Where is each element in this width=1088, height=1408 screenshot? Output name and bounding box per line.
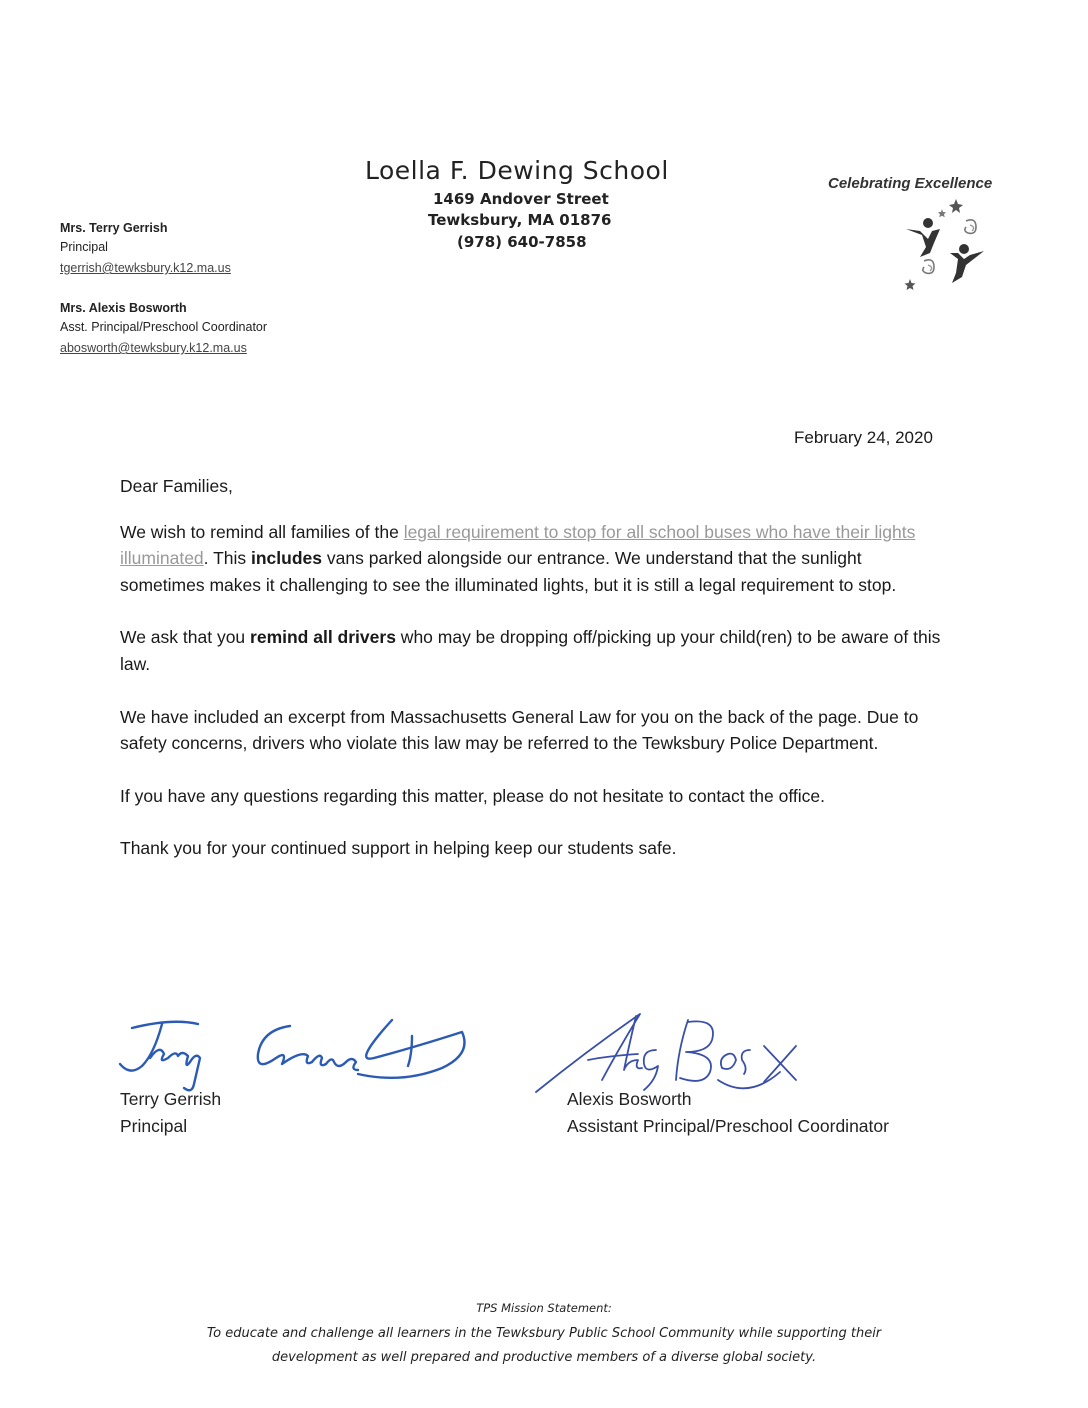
paragraph-1-text-c: vans parked alongside our entrance. We understand that the sunlight sometimes makes it challenging to see the illuminated lights, but it is still a legal requirement to stop. bbox=[120, 548, 897, 595]
paragraph-5: Thank you for your continued support in helping keep our students safe. bbox=[120, 838, 677, 859]
mission-statement-line-2: development as well prepared and productive members of a diverse global society. bbox=[271, 1350, 817, 1365]
paragraph-1-text-b: . This bbox=[203, 548, 251, 569]
paragraph-4: If you have any questions regarding this matter, please do not hesitate to contact the office. bbox=[120, 785, 825, 806]
asst-principal-email[interactable]: abosworth@tewksbury.k12.ma.us bbox=[60, 341, 247, 355]
principal-name: Mrs. Terry Gerrish bbox=[60, 221, 168, 235]
signer-2-name: Alexis Bosworth bbox=[567, 1089, 692, 1109]
school-address-city: Tewksbury, MA 01876 bbox=[428, 211, 612, 229]
paragraph-1-bold: includes bbox=[251, 548, 322, 569]
school-tagline: Celebrating Excellence bbox=[828, 175, 993, 192]
signer-1-title: Principal bbox=[120, 1116, 188, 1136]
paragraph-2-bold: remind all drivers bbox=[250, 627, 396, 648]
school-address-street: 1469 Andover Street bbox=[433, 190, 609, 208]
signer-2-title: Assistant Principal/Preschool Coordinator bbox=[567, 1116, 889, 1136]
legal-requirement-link[interactable]: legal requirement to stop for all school buses who have their lights illuminated bbox=[120, 521, 916, 569]
principal-email[interactable]: tgerrish@tewksbury.k12.ma.us bbox=[60, 261, 231, 275]
principal-title: Principal bbox=[60, 240, 108, 254]
school-name: Loella F. Dewing School bbox=[365, 156, 669, 185]
paragraph-2 bbox=[120, 624, 950, 677]
paragraph-1-text-a: We wish to remind all families of the bbox=[120, 521, 404, 542]
mission-statement-line-1: To educate and challenge all learners in the Tewksbury Public School Community while supporting their bbox=[206, 1326, 882, 1341]
paragraph-1 bbox=[120, 519, 950, 599]
celebrating-figures-logo-icon bbox=[898, 195, 994, 297]
paragraph-3: We have included an excerpt from Massachusetts General Law for you on the back of the page. Due to safety concerns, drivers who violate this law may be referred to the Tewksbury Police Department. bbox=[120, 706, 919, 754]
school-phone: (978) 640-7858 bbox=[457, 233, 587, 251]
asst-principal-title: Asst. Principal/Preschool Coordinator bbox=[60, 320, 268, 334]
letter-date: February 24, 2020 bbox=[794, 428, 933, 447]
letter-body bbox=[120, 473, 950, 888]
terry-gerrish-signature bbox=[112, 1014, 472, 1094]
mission-statement-title: TPS Mission Statement: bbox=[476, 1301, 612, 1315]
paragraph-2-text-b: who may be dropping off/picking up your child(ren) to be aware of this law. bbox=[120, 627, 941, 674]
signer-1-name: Terry Gerrish bbox=[120, 1089, 222, 1109]
paragraph-2-text-a: We ask that you bbox=[120, 627, 251, 648]
asst-principal-name: Mrs. Alexis Bosworth bbox=[60, 301, 187, 315]
salutation: Dear Families, bbox=[120, 476, 233, 496]
